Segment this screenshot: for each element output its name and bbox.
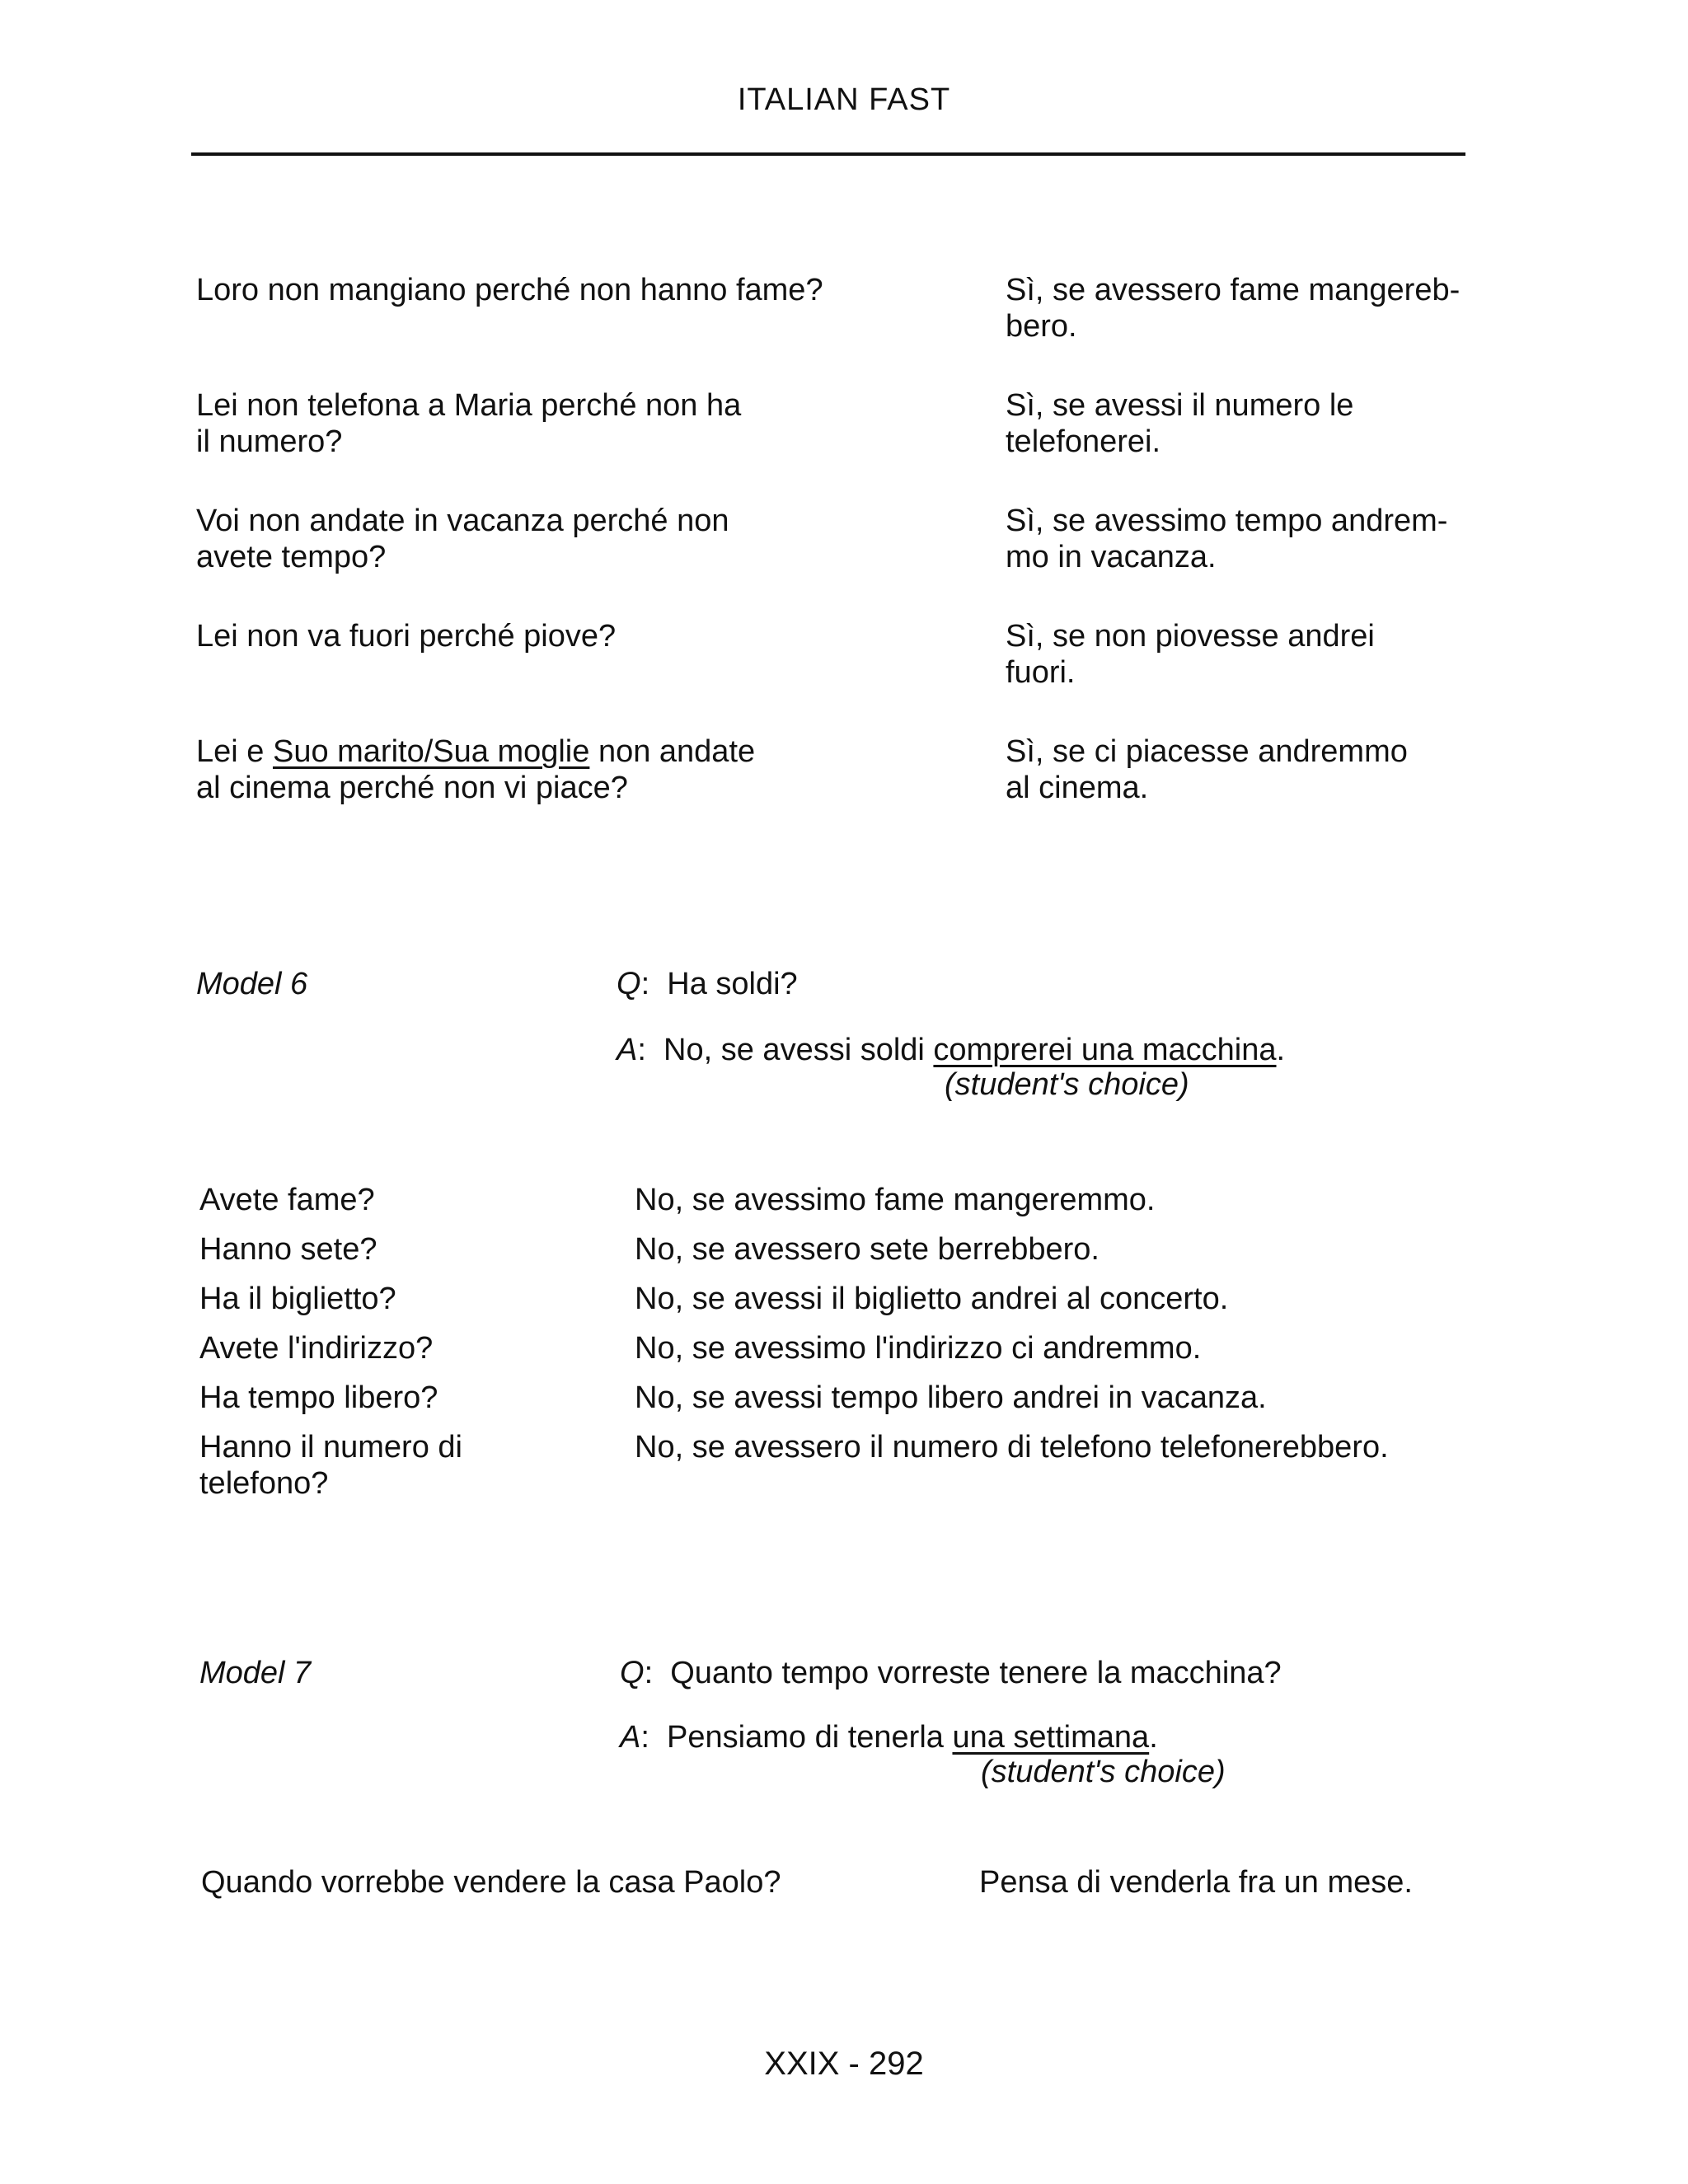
model-6-question-1: Avete fame?	[199, 1183, 375, 1217]
drill-1-answer-2: Sì, se avessi il numero le telefonerei.	[1006, 388, 1354, 459]
model-6-note: (student's choice)	[945, 1067, 1189, 1102]
drill-1-answer-1: Sì, se avessero fame mangereb- bero.	[1006, 273, 1461, 344]
model-7-note: (student's choice)	[981, 1755, 1226, 1789]
model-6-answer-6: No, se avessero il numero di telefono telefonerebbero.	[635, 1430, 1389, 1465]
model-6-answer: A: No, se avessi soldi comprerei una macchina.	[617, 1033, 1286, 1067]
model-6-question-2: Hanno sete?	[199, 1232, 377, 1267]
model-6-answer-5: No, se avessi tempo libero andrei in vacanza.	[635, 1380, 1267, 1415]
model-6-question-4: Avete l'indirizzo?	[199, 1331, 434, 1366]
student-choice-phrase: una settimana	[952, 1720, 1150, 1755]
model-6-question-3: Ha il biglietto?	[199, 1282, 396, 1316]
drill-1-question-2: Lei non telefona a Maria perché non ha il numero?	[196, 388, 742, 459]
header-rule	[191, 152, 1465, 156]
drill-1-question-3: Voi non andate in vacanza perché non avete tempo?	[196, 504, 729, 574]
model-6-answers	[635, 1175, 1389, 1465]
drill-1-answer-3: Sì, se avessimo tempo andrem- mo in vacanza.	[1006, 504, 1448, 574]
substitution-phrase: Suo marito/Sua moglie	[272, 734, 590, 769]
model-6-question-6: Hanno il numero di telefono?	[199, 1430, 462, 1501]
model-7-label: Model 7	[199, 1656, 312, 1690]
model-7-answer: A: Pensiamo di tenerla una settimana.	[620, 1720, 1158, 1755]
drill-1-answer-4: Sì, se non piovesse andrei fuori.	[1006, 619, 1375, 690]
student-choice-phrase: comprerei una macchina	[933, 1033, 1277, 1067]
model-6-question-5: Ha tempo libero?	[199, 1380, 438, 1415]
model-6-answer-4: No, se avessimo l'indirizzo ci andremmo.	[635, 1331, 1202, 1366]
drill-1-question-1: Loro non mangiano perché non hanno fame?	[196, 273, 823, 307]
page-number: XXIX - 292	[764, 2046, 924, 2082]
model-6-answer-3: No, se avessi il biglietto andrei al concerto.	[635, 1282, 1229, 1316]
model-6-label: Model 6	[196, 967, 308, 1001]
running-header: ITALIAN FAST	[737, 82, 951, 117]
model-7-answer-1: Pensa di venderla fra un mese.	[979, 1865, 1413, 1900]
model-6-question: Q: Ha soldi?	[617, 967, 798, 1001]
model-7-question: Q: Quanto tempo vorreste tenere la macchina?	[620, 1656, 1282, 1690]
model-6-answer-1: No, se avessimo fame mangeremmo.	[635, 1183, 1156, 1217]
drill-1-question-4: Lei non va fuori perché piove?	[196, 619, 617, 654]
model-6-questions	[199, 1175, 462, 1502]
model-7-question-1: Quando vorrebbe vendere la casa Paolo?	[201, 1865, 781, 1900]
drill-1-answer-5: Sì, se ci piacesse andremmo al cinema.	[1006, 734, 1408, 805]
model-6-answer-2: No, se avessero sete berrebbero.	[635, 1232, 1100, 1267]
drill-1-question-5: Lei e Suo marito/Sua moglie non andate al cinema perché non vi piace?	[196, 734, 756, 805]
